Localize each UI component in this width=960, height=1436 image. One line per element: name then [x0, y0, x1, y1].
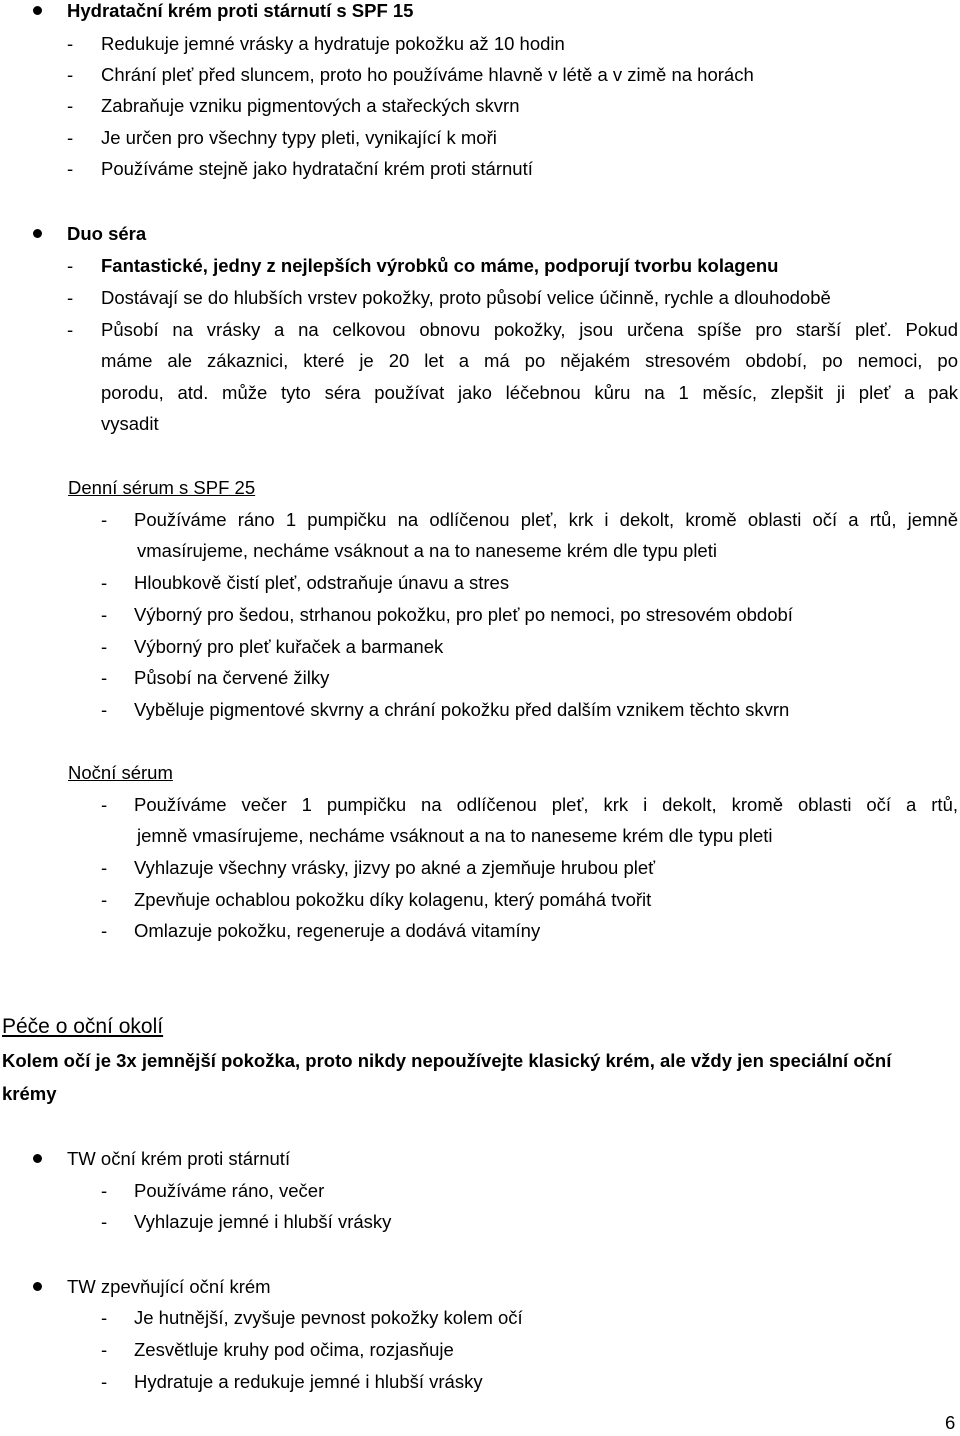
list-item: Výborný pro šedou, strhanou pokožku, pro pleť po nemoci, po stresovém období — [134, 604, 793, 625]
dash-icon: - — [67, 127, 74, 148]
list-item: Zesvětluje kruhy pod očima, rozjasňuje — [134, 1339, 454, 1360]
list-item: Omlazuje pokožku, regeneruje a dodává vitamíny — [134, 920, 541, 941]
dash-icon: - — [101, 604, 108, 625]
dash-icon: - — [101, 1211, 108, 1232]
list-item: Hloubkově čistí pleť, odstraňuje únavu a stres — [134, 572, 510, 593]
list-item-line: Působí na vrásky a na celkovou obnovu pokožky, jsou určena spíše pro starší pleť. Pokud — [101, 319, 958, 340]
dash-icon: - — [101, 667, 108, 688]
dash-icon: - — [101, 699, 108, 720]
list-item: Používáme ráno, večer — [134, 1180, 325, 1201]
section-title: Hydratační krém proti stárnutí s SPF 15 — [67, 0, 414, 21]
list-item: Používáme stejně jako hydratační krém proti stárnutí — [101, 158, 533, 179]
dash-icon: - — [101, 636, 108, 657]
dash-icon: - — [67, 255, 74, 276]
section-title: Duo séra — [67, 223, 147, 244]
list-item: Redukuje jemné vrásky a hydratuje pokožku až 10 hodin — [101, 33, 565, 54]
dash-icon: - — [67, 64, 74, 85]
bullet-icon — [33, 1282, 42, 1291]
list-item-line: vmasírujeme, necháme vsáknout a na to naneseme krém dle typu pleti — [137, 540, 717, 561]
list-item: Chrání pleť před sluncem, proto ho používáme hlavně v létě a v zimě na horách — [101, 64, 754, 85]
dash-icon: - — [101, 1339, 108, 1360]
dash-icon: - — [101, 920, 108, 941]
intro-text-line: Kolem očí je 3x jemnější pokožka, proto nikdy nepoužívejte klasický krém, ale vždy jen speciální oční — [2, 1050, 892, 1071]
list-item: Vyběluje pigmentové skvrny a chrání pokožku před dalším vznikem těchto skvrn — [134, 699, 790, 720]
page-heading: Péče o oční okolí — [2, 1015, 164, 1038]
bullet-icon — [33, 1154, 42, 1163]
section-title: TW zpevňující oční krém — [67, 1276, 271, 1297]
list-item: Hydratuje a redukuje jemné i hlubší vrásky — [134, 1371, 483, 1392]
list-item: Fantastické, jedny z nejlepších výrobků co máme, podporují tvorbu kolagenu — [101, 255, 779, 276]
list-item: Dostávají se do hlubších vrstev pokožky, proto působí velice účinně, rychle a dlouhodobě — [101, 287, 831, 308]
list-item: Vyhlazuje všechny vrásky, jizvy po akné a zjemňuje hrubou pleť — [134, 857, 656, 878]
intro-text-line: krémy — [2, 1083, 57, 1104]
dash-icon: - — [67, 158, 74, 179]
list-item: Výborný pro pleť kuřaček a barmanek — [134, 636, 444, 657]
section-title: Denní sérum s SPF 25 — [68, 477, 256, 498]
list-item: Je hutnější, zvyšuje pevnost pokožky kolem očí — [134, 1307, 523, 1328]
dash-icon: - — [67, 95, 74, 116]
dash-icon: - — [101, 1180, 108, 1201]
list-item-line: Používáme ráno 1 pumpičku na odlíčenou pleť, krk i dekolt, kromě oblasti očí a rtů, jemně — [134, 509, 958, 530]
bullet-icon — [33, 6, 42, 15]
list-item: Je určen pro všechny typy pleti, vynikající k moři — [101, 127, 497, 148]
list-item-line: jemně vmasírujeme, necháme vsáknout a na to naneseme krém dle typu pleti — [137, 825, 773, 846]
dash-icon: - — [101, 1371, 108, 1392]
dash-icon: - — [101, 794, 108, 815]
list-item-line: Používáme večer 1 pumpičku na odlíčenou pleť, krk i dekolt, kromě oblasti očí a rtů, — [134, 794, 958, 815]
section-title: Noční sérum — [68, 762, 173, 783]
list-item: Zpevňuje ochablou pokožku díky kolagenu, který pomáhá tvořit — [134, 889, 652, 910]
bullet-icon — [33, 229, 42, 238]
section-title: TW oční krém proti stárnutí — [67, 1148, 291, 1169]
dash-icon: - — [101, 572, 108, 593]
dash-icon: - — [101, 857, 108, 878]
dash-icon: - — [67, 319, 74, 340]
list-item: Působí na červené žilky — [134, 667, 330, 688]
dash-icon: - — [67, 287, 74, 308]
list-item: Vyhlazuje jemné i hlubší vrásky — [134, 1211, 392, 1232]
dash-icon: - — [101, 1307, 108, 1328]
list-item-line: vysadit — [101, 413, 159, 434]
list-item-line: máme ale zákaznici, které je 20 let a má po nějakém stresovém období, po nemoci, po — [101, 350, 958, 371]
list-item: Zabraňuje vzniku pigmentových a stařeckých skvrn — [101, 95, 520, 116]
dash-icon: - — [67, 33, 74, 54]
list-item-line: porodu, atd. může tyto séra používat jako léčebnou kůru na 1 měsíc, zlepšit ji pleť a pak — [101, 382, 958, 403]
page-number: 6 — [945, 1412, 956, 1433]
dash-icon: - — [101, 509, 108, 530]
dash-icon: - — [101, 889, 108, 910]
